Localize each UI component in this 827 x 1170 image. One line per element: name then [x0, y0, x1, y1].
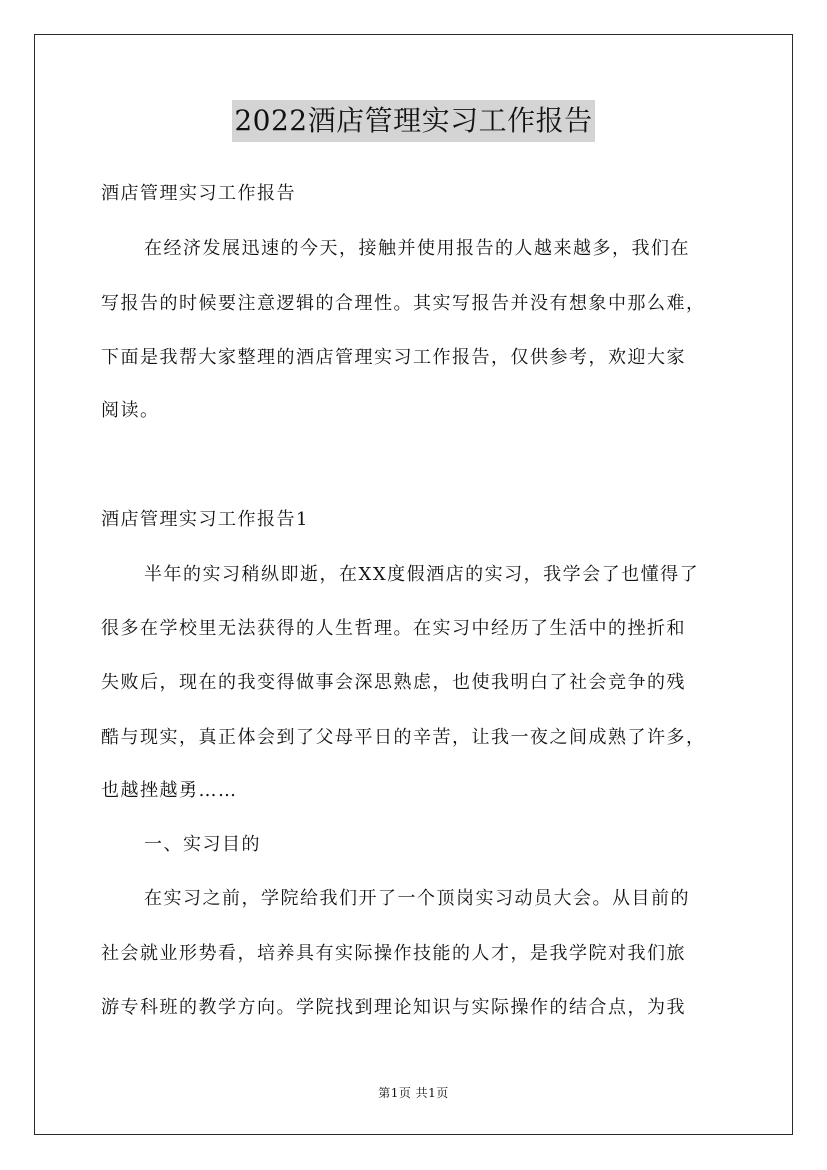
paragraph-line: 在经济发展迅速的今天，接触并使用报告的人越来越多，我们在	[144, 238, 690, 259]
paragraph-line: 阅读。	[101, 400, 160, 421]
subsection-heading: 一、实习目的	[144, 834, 261, 855]
paragraph-line: 酷与现实，真正体会到了父母平日的辛苦，让我一夜之间成熟了许多，	[101, 727, 706, 748]
document-title: 2022酒店管理实习工作报告	[232, 100, 594, 142]
paragraph-line: 社会就业形势看，培养具有实际操作技能的人才，是我学院对我们旅	[101, 943, 686, 964]
paragraph-line: 下面是我帮大家整理的酒店管理实习工作报告，仅供参考，欢迎大家	[101, 347, 686, 368]
section-heading: 酒店管理实习工作报告	[101, 183, 296, 204]
paragraph-line: 半年的实习稍纵即逝，在XX度假酒店的实习，我学会了也懂得了	[144, 564, 700, 585]
paragraph-line: 很多在学校里无法获得的人生哲理。在实习中经历了生活中的挫折和	[101, 618, 686, 639]
paragraph-line: 在实习之前，学院给我们开了一个顶岗实习动员大会。从目前的	[144, 888, 690, 909]
paragraph-line: 写报告的时候要注意逻辑的合理性。其实写报告并没有想象中那么难，	[101, 293, 706, 314]
section-heading: 酒店管理实习工作报告1	[101, 509, 309, 530]
page-footer: 第1页 共1页	[378, 1086, 449, 1100]
paragraph-line: 游专科班的教学方向。学院找到理论知识与实际操作的结合点，为我	[101, 997, 686, 1018]
paragraph-line: 失败后，现在的我变得做事会深思熟虑，也使我明白了社会竞争的残	[101, 672, 686, 693]
title-container	[0, 100, 827, 142]
paragraph-line: 也越挫越勇……	[101, 780, 238, 801]
